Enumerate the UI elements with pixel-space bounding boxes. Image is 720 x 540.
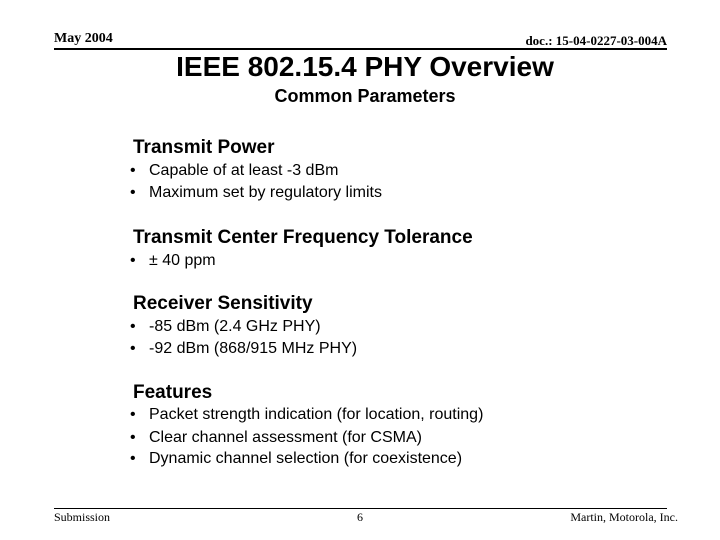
footer-author: Martin, Motorola, Inc. bbox=[570, 510, 678, 524]
section-heading-frequency-tolerance: Transmit Center Frequency Tolerance bbox=[133, 227, 473, 248]
bullet-text: -92 dBm (868/915 MHz PHY) bbox=[149, 340, 358, 357]
bullet-glyph: • bbox=[130, 252, 136, 269]
bullet-text: Maximum set by regulatory limits bbox=[149, 184, 382, 201]
document-id: doc.: 15-04-0227-03-004A bbox=[525, 33, 667, 48]
bullet-item bbox=[130, 183, 382, 203]
bullet-item bbox=[130, 161, 338, 181]
bullet-item bbox=[130, 251, 216, 271]
bullet-text: Clear channel assessment (for CSMA) bbox=[149, 429, 422, 446]
slide-title: IEEE 802.15.4 PHY Overview bbox=[176, 51, 554, 82]
section-heading-receiver-sensitivity: Receiver Sensitivity bbox=[133, 293, 313, 314]
section-heading-transmit-power: Transmit Power bbox=[133, 137, 275, 158]
bullet-item bbox=[130, 339, 357, 359]
section-heading-features: Features bbox=[133, 382, 213, 403]
bullet-item bbox=[130, 405, 483, 425]
bullet-glyph: • bbox=[130, 450, 136, 467]
slide-subtitle: Common Parameters bbox=[274, 86, 456, 106]
bullet-item bbox=[130, 449, 462, 469]
header-date: May 2004 bbox=[54, 31, 113, 46]
footer-submission: Submission bbox=[54, 510, 111, 524]
footer-divider bbox=[54, 508, 667, 509]
bullet-item bbox=[130, 317, 321, 337]
bullet-glyph: • bbox=[130, 429, 136, 446]
bullet-text: ± 40 ppm bbox=[149, 252, 216, 269]
bullet-glyph: • bbox=[130, 162, 136, 179]
bullet-glyph: • bbox=[130, 340, 136, 357]
bullet-text: -85 dBm (2.4 GHz PHY) bbox=[149, 318, 321, 335]
bullet-glyph: • bbox=[130, 318, 136, 335]
bullet-text: Capable of at least -3 dBm bbox=[149, 162, 339, 179]
bullet-glyph: • bbox=[130, 406, 136, 423]
bullet-text: Packet strength indication (for location, routing) bbox=[149, 406, 484, 423]
bullet-item bbox=[130, 428, 422, 448]
bullet-text: Dynamic channel selection (for coexistence) bbox=[149, 450, 463, 467]
page-number: 6 bbox=[357, 510, 363, 524]
bullet-glyph: • bbox=[130, 184, 136, 201]
